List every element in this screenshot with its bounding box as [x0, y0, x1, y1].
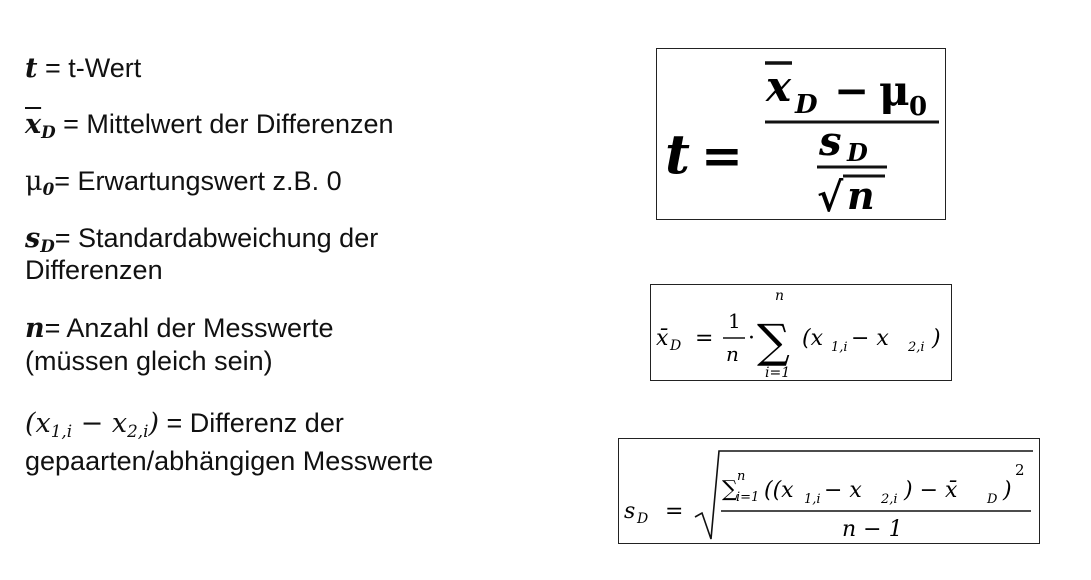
sd-sigma: ∑: [722, 477, 738, 502]
legend-n-text: = Anzahl der Messwerte: [44, 313, 334, 343]
mean-frac-den: n: [726, 342, 739, 366]
sd-inner-sub2: 2,i: [881, 492, 898, 507]
sd-lhs-s: s: [624, 499, 636, 524]
symbol-xbar: $\overline{x}$: [25, 109, 42, 140]
mean-eq: =: [695, 326, 714, 351]
sd-den: n − 1: [842, 517, 903, 542]
t-formula-num-x-sub: D: [795, 90, 818, 120]
legend-t-text: = t-Wert: [37, 53, 142, 83]
legend-s-text: = Standardabweichung der: [54, 223, 379, 253]
sd-formula: [619, 439, 1039, 543]
t-formula-num-mu: μ: [879, 66, 910, 115]
sd-power: 2: [1015, 461, 1025, 479]
symbol-s-sub: D: [40, 236, 55, 257]
legend-row-diff: [25, 407, 344, 440]
mean-sigma-bottom: i=1: [765, 365, 791, 380]
symbol-diff-close: ): [148, 408, 159, 439]
legend-diff-text: = Differenz der: [158, 408, 344, 438]
t-formula-den-s-sub: D: [847, 138, 868, 167]
legend-row-s: [25, 222, 378, 255]
mean-formula-box: [650, 284, 952, 381]
sd-sigma-sub: i=1: [736, 490, 760, 505]
symbol-diff-minus: − x: [72, 408, 128, 439]
mean-frac-num: 1: [728, 309, 741, 333]
legend-row-diff-cont: [25, 445, 433, 477]
symbol-t: t: [25, 53, 38, 84]
mean-sigma: ∑: [757, 314, 790, 368]
mean-lhs-sub: D: [670, 338, 682, 354]
legend-row-n: [25, 312, 334, 345]
legend-row-n-cont: [25, 345, 273, 377]
legend-row-xbar: [25, 108, 394, 141]
sd-inner-sub3: D: [987, 492, 998, 507]
symbol-diff-sub2: 2,i: [127, 421, 149, 442]
mean-term-sub1: 1,i: [831, 340, 848, 355]
t-formula-den-n: n: [847, 173, 875, 218]
symbol-diff-sub1: 1,i: [50, 421, 73, 442]
t-formula-eq: =: [701, 126, 743, 185]
sd-inner-open: ((x: [764, 478, 794, 503]
mean-term-close: ): [932, 326, 941, 351]
sd-lhs-sub: D: [637, 511, 649, 527]
sd-inner-minus: − x: [824, 478, 862, 503]
symbol-diff-open: (x: [25, 408, 51, 439]
t-test-formula-box: [656, 48, 946, 220]
t-formula-num-minus: −: [834, 66, 870, 115]
legend-n-text2: (müssen gleich sein): [25, 346, 273, 376]
legend-mu-text: = Erwartungswert z.B. 0: [54, 166, 342, 196]
sd-outer-close: ): [1003, 478, 1012, 503]
symbol-mu: μ: [25, 166, 43, 197]
t-formula-den-s: s: [819, 118, 842, 165]
legend-diff-text2: gepaarten/abhängigen Messwerte: [25, 446, 434, 476]
symbol-mu-sub: 0: [42, 179, 55, 200]
t-formula-num-x: x: [766, 62, 792, 111]
symbol-n: n: [25, 313, 45, 344]
sd-inner-sub1: 1,i: [804, 492, 821, 507]
legend-row-t: [25, 52, 141, 85]
mean-term-sub2: 2,i: [908, 340, 925, 355]
mean-dot: ·: [748, 326, 755, 351]
symbol-xbar-sub: D: [41, 122, 56, 143]
mean-lhs-x: x̄: [656, 326, 669, 351]
mean-term-open: (x: [802, 326, 823, 351]
sd-inner-close: ) − x̄: [904, 478, 958, 503]
legend-row-s-cont: [25, 254, 163, 286]
t-test-formula: [657, 49, 945, 219]
symbol-s: s: [25, 223, 41, 254]
legend-s-text2: Differenzen: [25, 255, 163, 285]
t-formula-lhs: t: [665, 122, 690, 186]
sd-formula-box: [618, 438, 1040, 544]
mean-term-minus: − x: [851, 326, 889, 351]
sd-eq: =: [665, 499, 684, 524]
sd-sigma-sup: n: [737, 469, 746, 484]
mean-sigma-top: n: [775, 288, 785, 304]
t-formula-den-root: √: [817, 174, 844, 219]
t-formula-num-mu-sub: 0: [909, 92, 928, 122]
legend-xbar-text: = Mittelwert der Differenzen: [55, 109, 394, 139]
mean-formula: [651, 285, 951, 380]
legend-row-mu: [25, 165, 342, 198]
